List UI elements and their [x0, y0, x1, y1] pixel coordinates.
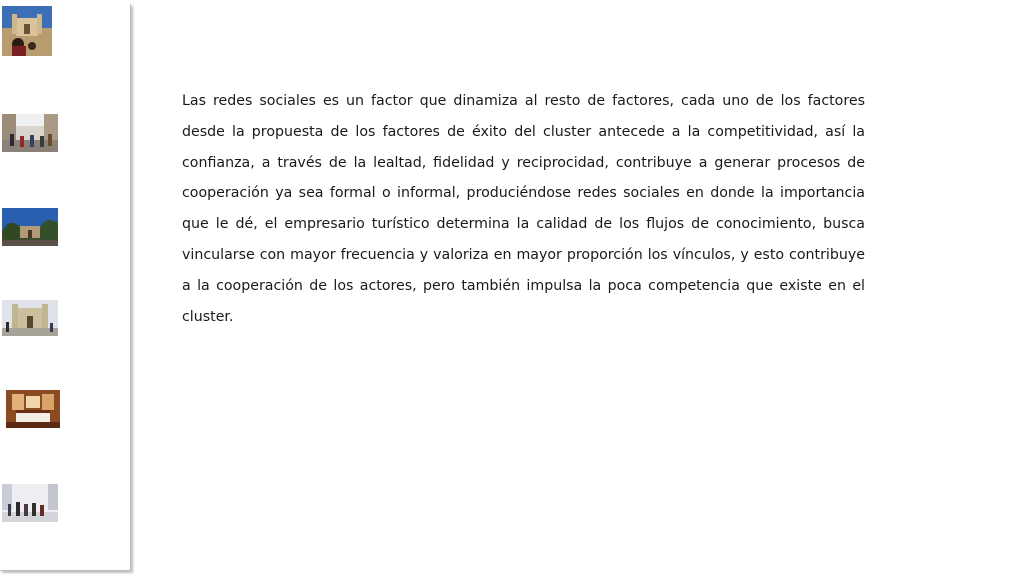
- photo-hotel-room: [6, 390, 60, 428]
- photo-street-crowd: [2, 114, 58, 152]
- photo-cathedral-plaza: [2, 6, 52, 56]
- photo-strip: [0, 4, 131, 571]
- photo-church-facade: [2, 300, 58, 336]
- body-paragraph: Las redes sociales es un factor que dinamiza al resto de factores, cada uno de los factores desde la propuesta de los factores de éxito del cluster antecede a la competitividad, así la confianza, a través de la lealtad, fidelidad y reciprocidad, contribuye a generar procesos de cooperación ya sea formal o informal, produciéndose redes sociales en donde la importancia que le dé, el empresario turístico determina la calidad de los flujos de conocimiento, busca vincularse con mayor frecuencia y valoriza en mayor proporción los vínculos, y esto contribuye a la cooperación de los actores, pero también impulsa la poca competencia que existe en el cluster.: [182, 93, 865, 325]
- photo-blue-sky-courtyard: [2, 208, 58, 246]
- photo-snowy-street: [2, 484, 58, 522]
